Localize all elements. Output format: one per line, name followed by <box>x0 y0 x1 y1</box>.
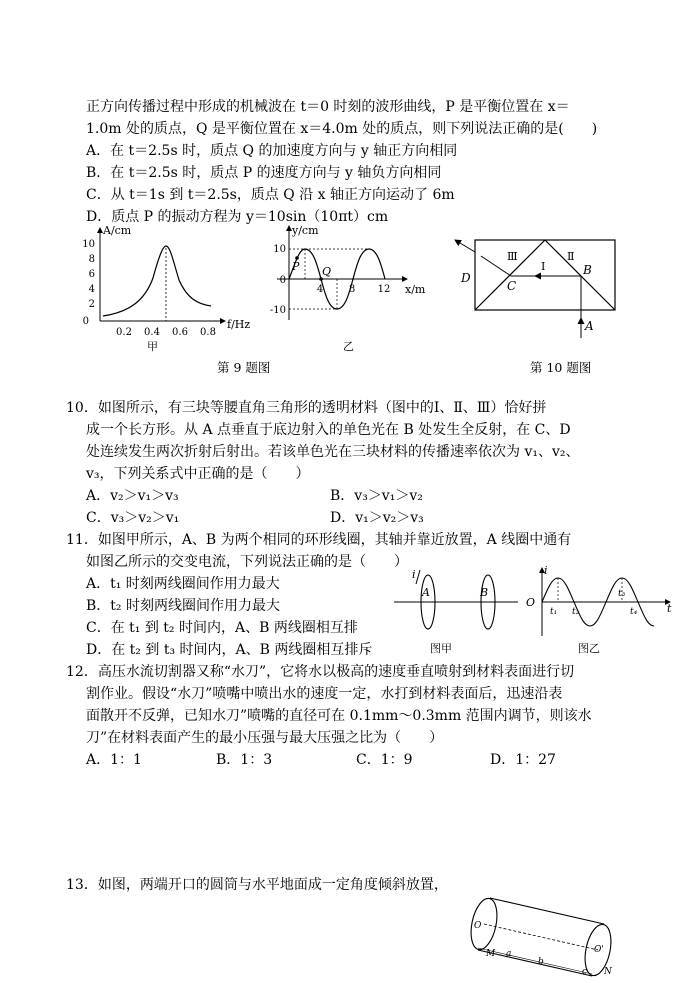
q12-option-b: B．1：3 <box>216 752 273 768</box>
yi-origin-label: O <box>526 596 536 609</box>
q12-line-2: 割作业。假设“水刀”喷嘴中喷出水的速度一定，水打到材料表面后，迅速沿表 <box>86 686 563 702</box>
jia-curve <box>103 246 211 316</box>
point-d: D <box>461 271 471 285</box>
q11-option-b: B．t₂ 时刻两线圈间作用力最大 <box>86 598 280 614</box>
q10-line-3: 处连续发生两次折射后射出。若该单色光在三块材料的传播速率依次为 v₁、v₂、 <box>86 444 580 460</box>
region-i: Ⅰ <box>541 260 546 273</box>
label-n: N <box>604 967 612 977</box>
point-q: Q <box>322 265 332 278</box>
q10-option-a: A．v₂＞v₁＞v₃ <box>86 488 179 504</box>
jia-xtick: 0.8 <box>200 327 216 338</box>
region-iii: Ⅲ <box>507 250 518 263</box>
q10-option-c: C．v₃＞v₂＞v₁ <box>86 510 180 526</box>
q10-line-1: 10．如图所示，有三块等腰直角三角形的透明材料（图中的Ⅰ、Ⅱ、Ⅲ）恰好拼 <box>66 400 547 416</box>
fig9-caption: 第 9 题图 <box>217 360 271 375</box>
q9-option-a: A．在 t＝2.5s 时，质点 Q 的加速度方向与 y 轴正方向相同 <box>86 143 458 159</box>
point-a: A <box>585 319 594 333</box>
q10-option-b: B．v₃＞v₁＞v₂ <box>330 488 423 504</box>
yi-xlabel: x/m <box>405 283 426 296</box>
q12-line-3: 面散开不反弹，已知水刀”喷嘴的直径可在 0.1mm～0.3mm 范围内调节，则该水 <box>86 708 592 724</box>
q10-line-4: v₃，下列关系式中正确的是（ ） <box>86 466 310 482</box>
jia-ytick: 4 <box>88 284 95 295</box>
coil-b-label: B <box>480 586 489 599</box>
yi-t3-label: t₃ <box>618 589 626 599</box>
q9-option-d: D．质点 P 的振动方程为 y＝10sin（10πt）cm <box>86 209 389 225</box>
label-c: c <box>582 967 588 977</box>
yi-t1-label: t₁ <box>550 607 558 617</box>
jia-xtick: 0.4 <box>144 327 160 338</box>
q12-option-a: A．1：1 <box>86 752 142 768</box>
label-b: b <box>538 957 544 967</box>
yi-ytick: 0 <box>279 275 286 286</box>
region-ii: Ⅱ <box>567 250 575 263</box>
q9-intro-line-2: 1.0m 处的质点，Q 是平衡位置在 x＝4.0m 处的质点，则下列说法正确的是( ) <box>86 121 598 137</box>
q12-line-1: 12．高压水流切割器又称“水刀”，它将水以极高的速度垂直喷射到材料表面进行切 <box>66 664 575 680</box>
coil-a-label: A <box>422 586 430 599</box>
figure-9-yi-wave <box>255 220 430 355</box>
jia-ytick: 6 <box>88 269 95 280</box>
q10-line-2: 成一个长方形。从 A 点垂直于底边射入的单色光在 B 处发生全反射，在 C、D <box>86 422 571 438</box>
q12-option-d: D．1：27 <box>490 752 556 768</box>
fig11-jia-caption: 图甲 <box>430 642 452 655</box>
yi-t4-label: t₄ <box>630 607 638 617</box>
yi-xtick: 4 <box>316 284 324 295</box>
point-b: B <box>583 263 592 277</box>
jia-caption: 甲 <box>147 340 158 353</box>
label-a: a <box>506 949 512 959</box>
fig10-caption: 第 10 题图 <box>530 360 592 375</box>
yi-ytick: 10 <box>273 244 286 255</box>
point-c: C <box>507 279 517 293</box>
q9-intro-line-1: 正方向传播过程中形成的机械波在 t＝0 时刻的波形曲线，P 是平衡位置在 x＝ <box>86 99 570 115</box>
figure-11-yi-current <box>520 564 680 661</box>
label-o: O <box>474 921 482 931</box>
jia-ylabel: A/cm <box>103 224 132 237</box>
q10-option-d: D．v₁＞v₂＞v₃ <box>330 510 424 526</box>
q11-option-a: A．t₁ 时刻两线圈间作用力最大 <box>86 576 280 592</box>
yi-caption: 乙 <box>343 340 354 353</box>
yi-t-label: t <box>667 602 672 615</box>
yi-ylabel: y/cm <box>292 224 319 237</box>
label-o-prime: O' <box>594 945 604 955</box>
jia-xlabel: f/Hz <box>227 318 251 331</box>
yi-xtick: 8 <box>348 284 356 295</box>
yi-ytick: -10 <box>269 305 286 316</box>
jia-ytick: 0 <box>82 316 89 327</box>
jia-xtick: 0.6 <box>172 327 188 338</box>
label-m: M <box>486 949 496 959</box>
fig11-yi-caption: 图乙 <box>578 642 600 655</box>
q9-option-c: C．从 t＝1s 到 t＝2.5s，质点 Q 沿 x 轴正方向运动了 6m <box>86 187 455 203</box>
figure-11-jia-coils <box>392 566 520 661</box>
q11-line-1: 11．如图甲所示，A、B 为两个相同的环形线圈，其轴并靠近放置，A 线圈中通有 <box>66 532 572 548</box>
figure-9-jia-resonance-curve <box>75 220 260 355</box>
q11-option-c: C．在 t₁ 到 t₂ 时间内，A、B 两线圈相互排 <box>86 620 358 636</box>
yi-i-label: i <box>544 564 548 577</box>
figure-10-prisms <box>455 228 625 343</box>
q12-option-c: C．1：9 <box>356 752 413 768</box>
coil-current-label: i <box>412 568 416 581</box>
yi-xtick: 12 <box>377 284 391 295</box>
q13-line-1: 13．如图，两端开口的圆筒与水平地面成一定角度倾斜放置， <box>66 877 448 893</box>
jia-ytick: 2 <box>88 299 95 310</box>
q11-option-d: D．在 t₂ 到 t₃ 时间内，A、B 两线圈相互排斥 <box>86 642 373 658</box>
figure-13-tilted-cylinder <box>462 888 622 980</box>
q11-line-2: 如图乙所示的交变电流，下列说法正确的是（ ） <box>86 554 408 570</box>
jia-xtick: 0.2 <box>116 327 132 338</box>
q9-option-b: B．在 t＝2.5s 时，质点 P 的速度方向与 y 轴负方向相同 <box>86 165 442 181</box>
point-p: P <box>292 260 300 273</box>
yi-t2-label: t₂ <box>572 607 580 617</box>
jia-ytick: 8 <box>88 254 95 265</box>
jia-ytick: 10 <box>82 239 95 250</box>
q12-line-4: 刀”在材料表面产生的最小压强与最大压强之比为（ ） <box>86 730 444 746</box>
